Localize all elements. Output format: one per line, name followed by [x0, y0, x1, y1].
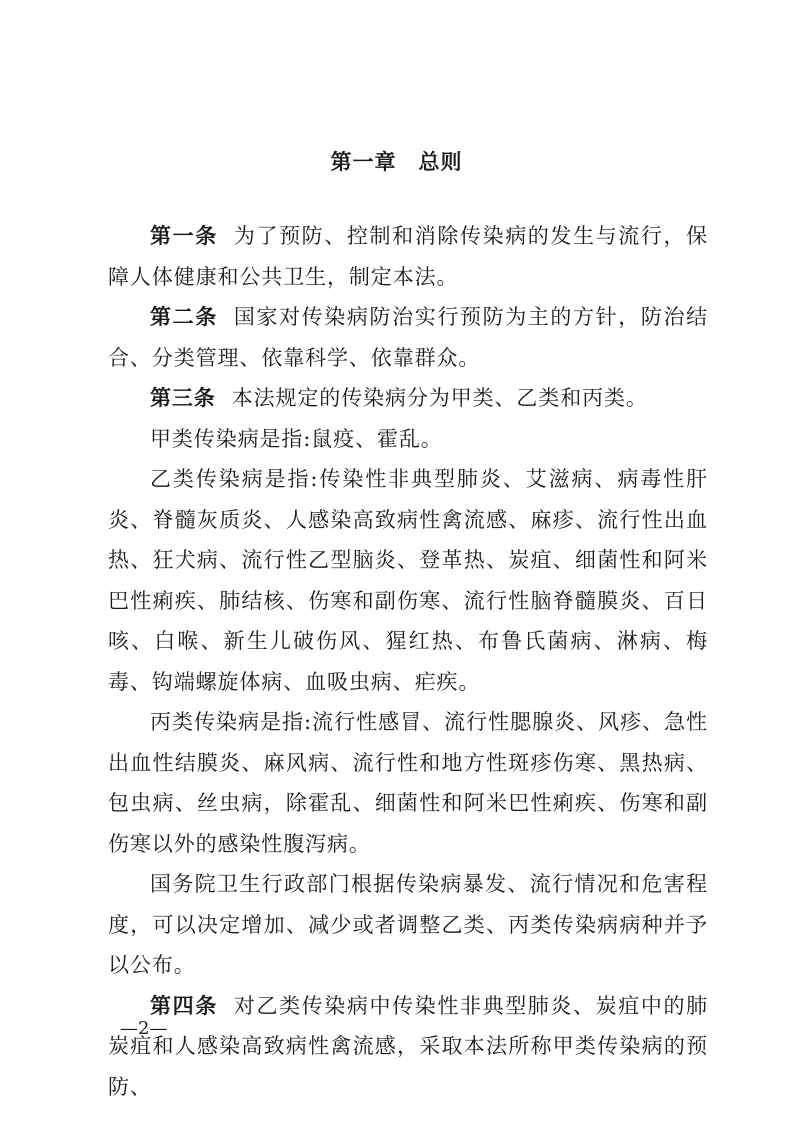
- paragraph-article-4: [108, 986, 708, 1108]
- article-label: 第三条: [150, 386, 216, 410]
- paragraph-class-a: [108, 419, 708, 460]
- page-number: —2—: [120, 1018, 168, 1039]
- article-text: 本法规定的传染病分为甲类、乙类和丙类。: [231, 386, 648, 410]
- article-text: 国家对传染病防治实行预防为主的方针，防治结合、分类管理、依靠科学、依靠群众。: [108, 305, 708, 370]
- paragraph-text: 国务院卫生行政部门根据传染病暴发、流行情况和危害程度，可以决定增加、减少或者调整乙类、丙类传染病病种并予以公布。: [108, 872, 708, 977]
- article-label: 第二条: [150, 305, 218, 329]
- article-text: 对乙类传染病中传染性非典型肺炎、炭疽中的肺炭疽和人感染高致病性禽流感，采取本法所称甲类传染病的预防、: [108, 993, 708, 1099]
- article-text: 为了预防、控制和消除传染病的发生与流行，保障人体健康和公共卫生，制定本法。: [108, 224, 708, 289]
- paragraph-article-2: [108, 297, 708, 378]
- paragraph-text: 甲类传染病是指:鼠疫、霍乱。: [150, 426, 443, 451]
- paragraph-state-council: [108, 864, 708, 986]
- chapter-heading: [0, 146, 793, 176]
- paragraph-text: 乙类传染病是指:传染性非典型肺炎、艾滋病、病毒性肝炎、脊髓灰质炎、人感染高致病性禽流感、麻疹、流行性出血热、狂犬病、流行性乙型脑炎、登革热、炭疽、细菌性和阿米巴性痢疾、肺结核、伤寒和副伤寒、流行性脑脊髓膜炎、百日咳、白喉、新生儿破伤风、猩红热、布鲁氏菌病、淋病、梅毒、钩端螺旋体病、血吸虫病、疟疾。: [108, 467, 708, 694]
- paragraph-text: 丙类传染病是指:流行性感冒、流行性腮腺炎、风疹、急性出血性结膜炎、麻风病、流行性和地方性斑疹伤寒、黑热病、包虫病、丝虫病，除霍乱、细菌性和阿米巴性痢疾、伤寒和副伤寒以外的感染性腹泻病。: [108, 710, 708, 856]
- paragraph-article-3: [108, 378, 708, 419]
- article-label: 第一条: [150, 224, 218, 248]
- chapter-number: 第一章: [330, 150, 397, 174]
- chapter-title: 总则: [418, 150, 463, 174]
- body-text: [108, 216, 708, 1107]
- article-label: 第四条: [150, 993, 218, 1018]
- paragraph-class-c: [108, 702, 708, 864]
- paragraph-article-1: [108, 216, 708, 297]
- paragraph-class-b: [108, 459, 708, 702]
